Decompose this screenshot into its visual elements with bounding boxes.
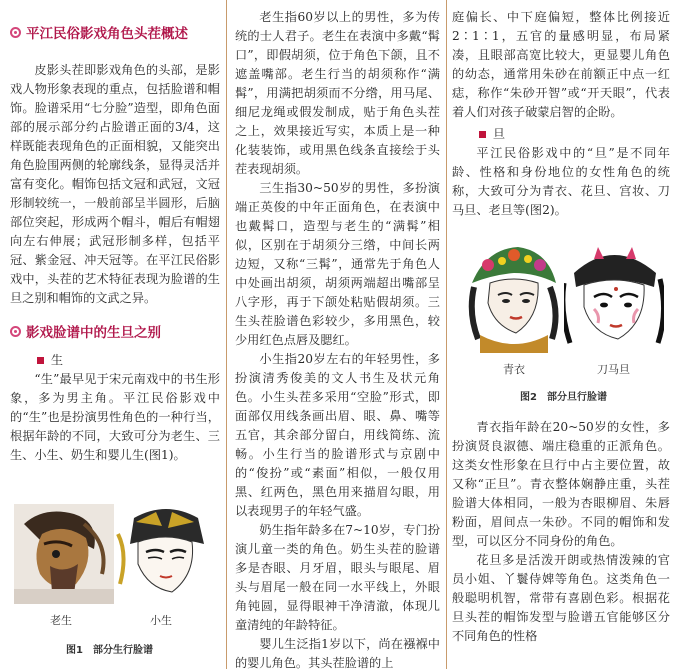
- red-square-icon: [479, 131, 486, 138]
- paragraph-dan-intro: 平江民俗影戏中的“旦”是不同年龄、性格和身份地位的女性角色的统称，大致可分为青衣、花旦、宫妆、刀马旦、老旦等(图2)。: [452, 146, 670, 217]
- subheading-dan: 旦: [452, 125, 670, 144]
- paragraph-xiaosheng: 小生指20岁左右的年轻男性，多扮演清秀俊美的文人书生及状元角色。小生头茬多采用“空脸”形式，即面部仅用线条画出眉、眼、鼻、嘴等五官，其余部分留白，用线简练、流畅。小生行当的脸谱形式与京剧中的“俊扮”或“素面”相似，一般仅用黑、红两色，黑色用来描眉勾眼，用以表现男子的年轻气盛。: [235, 352, 440, 518]
- column-divider-left: [226, 0, 227, 669]
- section-heading-sheng-dan: [10, 320, 220, 342]
- paragraph-huadan: 花旦多是活泼开朗或热情泼辣的官员小姐、丫鬟侍婢等角色。这类角色一般聪明机智，常带有喜剧色彩。根据花旦头茬的帽饰发型与脸谱五官能够区分不同角色的性格: [452, 553, 670, 643]
- paragraph-yingersheng: 婴儿生泛指1岁以下，尚在襁褓中的婴儿角色。其头茬脸谱的上: [235, 637, 440, 669]
- figure-label-xiaosheng: 小生: [150, 614, 172, 627]
- subheading-sheng: 生: [10, 351, 220, 370]
- column-divider-right: [446, 0, 447, 669]
- figure-label-qingyi: 青衣: [503, 363, 525, 376]
- section-title-sheng-dan: 影戏脸谱中的生旦之别: [26, 325, 161, 341]
- paragraph-sheng-intro: “生”最早见于宋元南戏中的书生形象，多为男主角。平江民俗影戏中的“生”也是扮演男性角色的一种行当，根据年龄的不同，大致可分为老生、三生、小生、奶生和婴儿生(图1)。: [10, 372, 220, 462]
- figure-laosheng-image: [14, 504, 114, 604]
- section-heading-overview: [10, 21, 220, 43]
- paragraph-qingyi: 青衣指年龄在20~50岁的女性，多扮演贤良淑德、端庄稳重的正派角色。这类女性形象在旦行中占主要位置，故又称“正旦”。青衣整体娴静庄重，头茬脸谱大体相同，一般为杏眼柳眉、朱唇粉面，眉间点一朱砂。不同的帽饰和发型，可以区分不同身份的角色。: [452, 420, 670, 548]
- figure-label-daomadan: 刀马旦: [597, 363, 630, 376]
- paragraph-laosheng: 老生指60岁以上的男性，多为传统的士人君子。老生在表演中多戴“髯口”，即假胡须，位于角色下颌，且不遮盖嘴部。老生行当的胡须称作“满髯”，用满把胡须而不分绺，用马尾、细尼龙绳或假发制成，贴于角色头茬之上，效果接近写实，本质上是一种化装装饰，或用黑色线条直接绘于头茬表现胡须。: [235, 10, 440, 176]
- figure-label-laosheng: 老生: [50, 614, 72, 627]
- circle-bullet-icon: [10, 326, 21, 337]
- section-title-overview: 平江民俗影戏角色头茬概述: [26, 26, 188, 42]
- paragraph-sansheng: 三生指30~50岁的男性，多扮演端正英俊的中年正面角色，在表演中也戴髯口，造型与老生的“满髯”相似，区别在于胡须分三绺，中间长两边短，又称“三髯”，通常先于角色人中处画出胡须，胡须两端超出嘴部呈八字形，再于下颌处粘贴假胡须。三生头茬脸谱色彩较少，多用黑色，较少用红色点唇及腮红。: [235, 181, 440, 347]
- paragraph-naisheng: 奶生指年龄多在7~10岁，专门扮演儿童一类的角色。奶生头茬的脸谱多是杏眼、月牙眉，眼头与眼尾、眉头与眉尾一般在同一水平线上，外眼角钝圆，显得眼神干净清澈，体现儿童清纯的年龄特征。: [235, 523, 440, 632]
- figure-caption-2: 图2 部分旦行脸谱: [520, 392, 607, 403]
- figure-caption-1: 图1 部分生行脸谱: [66, 645, 153, 656]
- column-3-lower: [452, 418, 670, 669]
- circle-bullet-icon: [10, 27, 21, 38]
- paragraph-overview: 皮影头茬即影戏角色的头部，是影戏人物形象表现的重点，包括脸谱和帽饰。脸谱采用“七分脸”造型，即角色面部的展示部分约占脸谱正面的3/4，这样既能表现角色的正面相貌，又能突出角色脸围两侧的轮廓线条，显得灵活并富有变化。帽饰包括文冠和武冠，文冠形制较统一，一般前部呈半圆形，后脑部位突起，形成两个帽斗，帽后有帽翅向左右伸展；武冠形制多样，包括平冠、紫金冠、冲天冠等。在平江民俗影戏中，头茬的艺术特征表现为脸谱的生旦之别和帽饰的文武之异。: [10, 63, 220, 305]
- paragraph-yingersheng-cont: 庭偏长、中下庭偏短，整体比例接近2∶1∶1，五官的量感明显，布局紧凑，且眼部高宽比较大，更显婴儿角色的幼态，通常用朱砂在前额正中点一红痣，称作“朱砂开智”或“开天眼”，代表着人们对孩子破蒙启智的企盼。: [452, 10, 670, 119]
- red-square-icon: [37, 357, 44, 364]
- figure-xiaosheng-image: [116, 504, 214, 604]
- figure-daomadan-image: [564, 243, 664, 353]
- column-2: [235, 0, 440, 669]
- figure-qingyi-image: [466, 243, 562, 353]
